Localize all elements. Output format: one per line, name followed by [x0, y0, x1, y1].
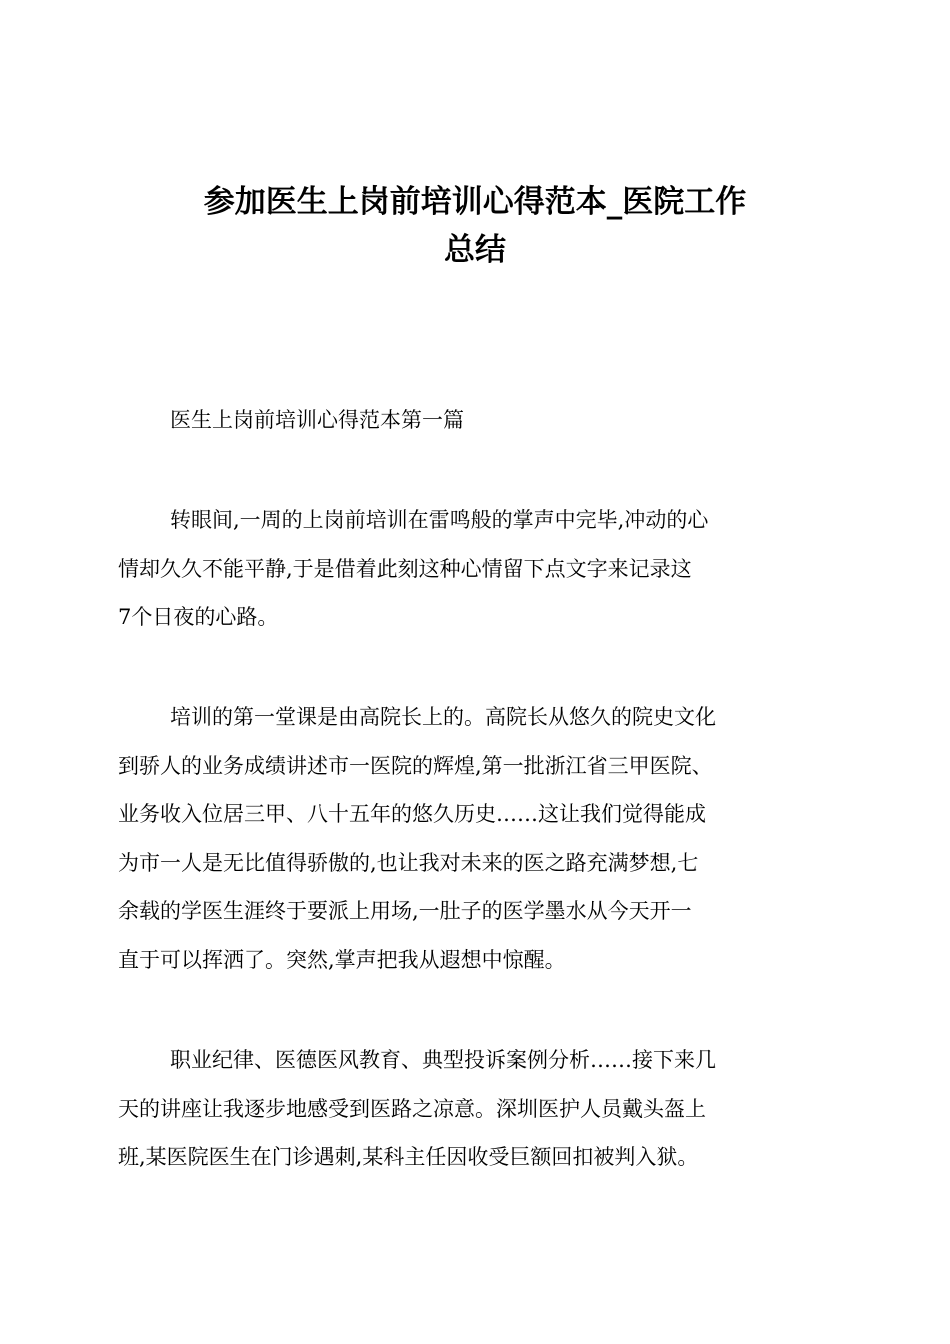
title-line: 总结	[444, 232, 506, 268]
paragraph-line: 转眼间,一周的上岗前培训在雷鸣般的掌声中完毕,冲动的心	[170, 508, 709, 532]
paragraph-line: 为市一人是无比值得骄傲的,也让我对未来的医之路充满梦想,七	[118, 850, 699, 875]
paragraph-line: 情却久久不能平静,于是借着此刻这种心情留下点文字来记录这	[118, 556, 692, 581]
section-heading: 医生上岗前培训心得范本第一篇	[170, 408, 464, 432]
paragraph-line: 到骄人的业务成绩讲述市一医院的辉煌,第一批浙江省三甲医院、	[118, 753, 713, 778]
paragraph-line: 职业纪律、医德医风教育、典型投诉案例分析……接下来几	[170, 1048, 716, 1072]
paragraph	[118, 496, 838, 642]
paragraph-line: 班,某医院医生在门诊遇刺,某科主任因收受巨额回扣被判入狱。	[118, 1145, 699, 1170]
paragraph	[118, 1036, 838, 1182]
paragraph-line: 业务收入位居三甲、八十五年的悠久历史……这让我们觉得能成	[118, 802, 706, 827]
paragraph-line: 天的讲座让我逐步地感受到医路之凉意。深圳医护人员戴头盔上	[118, 1096, 706, 1121]
paragraph-line: 培训的第一堂课是由高院长上的。高院长从悠久的院史文化	[170, 705, 716, 729]
title-line: 参加医生上岗前培训心得范本_医院工作	[203, 184, 747, 220]
paragraph-line: 7个日夜的心路。	[118, 605, 279, 630]
document-title	[150, 178, 800, 274]
paragraph	[118, 693, 838, 985]
paragraph-line: 直于可以挥洒了。突然,掌声把我从遐想中惊醒。	[118, 947, 566, 972]
paragraph-line: 余载的学医生涯终于要派上用场,一肚子的医学墨水从今天开一	[118, 899, 692, 924]
